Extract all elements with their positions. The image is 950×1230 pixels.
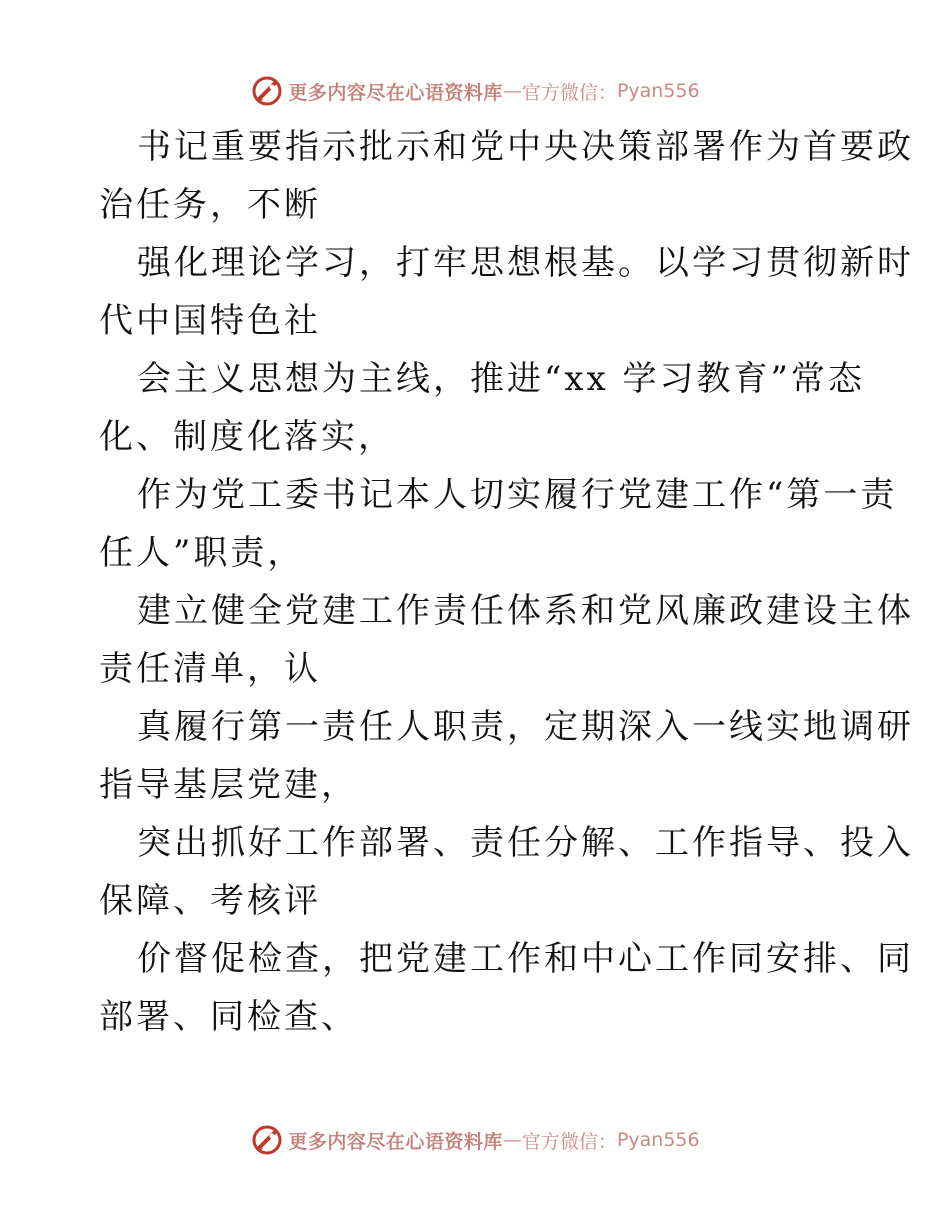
paragraph-line: 作为党工委书记本人切实履行党建工作“第一责 [137,475,898,515]
paragraph-line: 建立健全党建工作责任体系和党风廉政建设主体 [137,591,914,631]
watermark-dash: — [502,80,522,102]
document-body [99,118,914,1046]
footer-watermark [0,1120,950,1160]
paragraph [99,118,914,234]
watermark-secondary-text: 官方微信： [521,81,617,104]
paragraph [99,698,914,814]
watermark-id: Pyan556 [616,80,700,102]
paragraph-line: 责任清单，认 [99,649,321,689]
paragraph [99,466,898,582]
watermark-dash: — [502,1129,522,1151]
paragraph-line: 突出抓好工作部署、责任分解、工作指导、投入 [137,823,914,863]
paragraph-line: 价督促检查，把党建工作和中心工作同安排、同 [137,939,914,979]
header-watermark [0,71,950,111]
paragraph-line: 指导基层党建， [99,765,358,805]
watermark-secondary-text: 官方微信： [521,1130,617,1153]
paragraph-line: 任人”职责， [99,533,305,573]
paragraph-line: 强化理论学习，打牢思想根基。以学习贯彻新时 [137,243,914,283]
paragraph-line: 部署、同检查、 [99,997,358,1037]
paragraph [99,582,914,698]
paragraph [99,350,865,466]
pen-logo-icon [250,1123,284,1157]
paragraph [99,234,914,350]
watermark-id: Pyan556 [616,1129,700,1151]
paragraph-line: 代中国特色社 [99,301,321,341]
paragraph-line: 治任务，不断 [99,185,321,225]
watermark-primary-text: 更多内容尽在心语资料库 [288,81,503,104]
paragraph-line: 会主义思想为主线，推进“xx 学习教育”常态 [137,359,865,399]
paragraph [99,814,914,930]
paragraph-line: 保障、考核评 [99,881,321,921]
paragraph-line: 化、制度化落实， [99,417,395,457]
paragraph [99,930,914,1046]
watermark-primary-text: 更多内容尽在心语资料库 [288,1130,503,1153]
paragraph-line: 书记重要指示批示和党中央决策部署作为首要政 [137,127,914,167]
pen-logo-icon [250,74,284,108]
paragraph-line: 真履行第一责任人职责，定期深入一线实地调研 [137,707,914,747]
